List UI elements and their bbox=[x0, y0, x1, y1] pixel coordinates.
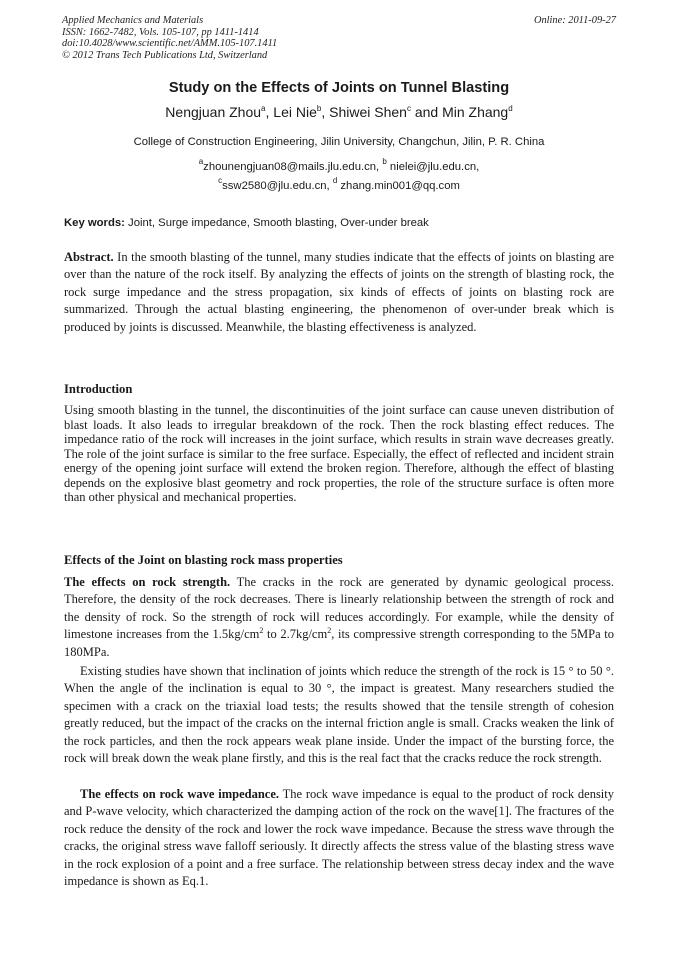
keywords bbox=[64, 216, 616, 230]
introduction-heading: Introduction bbox=[64, 382, 133, 396]
paragraph-text: The rock wave impedance is equal to the product of rock density and P-wave velocity, which characterized the damping action of the rock on the wave[1]. The fractures of the rock reduce the density of the rock and lower the rock wave impedance. Because the stress wave through the cracks, the original stress wave falloff seriously. It directly affects the stress value of the blasting stress wave in the rock explosion of a point and a free surface. The relationship between stress decay index and the wave impedance is shown as Eq.1. bbox=[64, 787, 615, 889]
introduction-text: Using smooth blasting in the tunnel, the discontinuities of the joint surface can cause uneven distribution of blast loads. It also leads to irregular breakdown of the rock. Then the rock blasting effect reduces. The impedance ratio of the rock will increases in the joint surface, which results in strain wave decreases greatly. The role of the joint surface is similar to the free surface. Especially, the effect of reflected and incident strain energy of the opening joint surface will extend the broken region. Therefore, although the effect of blasting depends on the explosive blast geometry and rock properties, the role of the structure surface is often more than other physical and mechanical properties. bbox=[64, 403, 614, 504]
author-name: Min Zhang bbox=[442, 104, 509, 120]
author-sep: , bbox=[265, 104, 274, 120]
author-sep: and bbox=[410, 104, 443, 120]
email-line bbox=[0, 158, 678, 177]
journal-name: Applied Mechanics and Materials bbox=[62, 15, 204, 26]
author-sup: c bbox=[406, 104, 411, 113]
copyright-line: © 2012 Trans Tech Publications Ltd, Switzerland bbox=[62, 49, 268, 61]
author-sup: b bbox=[316, 104, 322, 113]
paragraph-text: The cracks in the rock are generated by dynamic geological process. Therefore, the density of the rock decreases. There is linearly relationship between the strength of rock and the density of rock. So the strength of rock will reduces accordingly. For example, while the density of limestone increases from the 1.5kg/cm bbox=[64, 575, 614, 642]
author-sup: d bbox=[508, 104, 513, 113]
abstract-label: Abstract. bbox=[64, 250, 114, 264]
email-address[interactable]: zhounengjuan08@mails.jlu.edu.cn, bbox=[203, 161, 383, 173]
wave-impedance-paragraph bbox=[64, 786, 614, 890]
email-line bbox=[0, 177, 678, 196]
paper-title: Study on the Effects of Joints on Tunnel Blasting bbox=[168, 80, 510, 96]
rock-strength-paragraph bbox=[64, 574, 614, 661]
section-heading: Effects of the Joint on blasting rock mass properties bbox=[64, 553, 343, 567]
paragraph-lead: The effects on rock strength. bbox=[64, 575, 231, 589]
affiliation: College of Construction Engineering, Jilin University, Changchun, Jilin, P. R. China bbox=[133, 136, 545, 148]
doi-line: doi:10.4028/www.scientific.net/AMM.105-107.1411 bbox=[62, 38, 278, 49]
author-name: Shiwei Shen bbox=[329, 104, 407, 120]
email-address[interactable]: nielei@jlu.edu.cn, bbox=[386, 161, 480, 173]
author-sup: a bbox=[261, 104, 266, 113]
email-sup: d bbox=[332, 176, 338, 185]
email-block bbox=[0, 158, 678, 196]
online-date: Online: 2011-09-27 bbox=[533, 15, 616, 26]
abstract bbox=[64, 249, 614, 336]
abstract-text: In the smooth blasting of the tunnel, many studies indicate that the effects of joints on blasting are over than the nature of the rock itself. By analyzing the effects of joints on the strength of blasting rock, the rock surge impedance and the stress propagation, six kinds of effects of joints on blasting rock are summarized. Through the actual blasting engineering, the phenomenon of over-under break which is produced by joints is discussed. Meanwhile, the blasting effectiveness is analyzed. bbox=[64, 250, 614, 334]
author-name: Lei Nie bbox=[273, 104, 317, 120]
paragraph-lead: The effects on rock wave impedance. bbox=[80, 787, 280, 801]
paragraph-text: , its compressive strength corresponding to the 5MPa to 180MPa. bbox=[64, 627, 615, 659]
author-list bbox=[0, 103, 678, 121]
issn-line: ISSN: 1662-7482, Vols. 105-107, pp 1411-1414 bbox=[62, 26, 259, 38]
paragraph-text: to 2.7kg/cm bbox=[263, 627, 328, 642]
author-name: Nengjuan Zhou bbox=[165, 104, 262, 120]
email-sup: a bbox=[198, 157, 204, 166]
keywords-text: Joint, Surge impedance, Smooth blasting, Over-under break bbox=[124, 217, 429, 229]
email-address[interactable]: zhang.min001@qq.com bbox=[337, 180, 460, 192]
unit-sup: 2 bbox=[327, 626, 332, 636]
email-address[interactable]: ssw2580@jlu.edu.cn, bbox=[222, 180, 333, 192]
unit-sup: 2 bbox=[259, 626, 264, 636]
email-sup: b bbox=[382, 157, 387, 166]
author-sep: , bbox=[321, 104, 330, 120]
email-sup: c bbox=[218, 176, 223, 185]
journal-meta bbox=[62, 15, 277, 61]
joint-inclination-paragraph: Existing studies have shown that inclination of joints which reduce the strength of the rock is 15 ° to 50 °. When the angle of the inclination is equal to 30 °, the impact is greatest. Many researchers studied the specimen with a crack on the triaxial load tests; the results showed that the tensile strength of cohesion greatly reduced, but the impact of the cracks on the internal friction angle is small. Cracks weaken the link of the rock particles, and then the rock appears weak plane inside. Under the impact of the bursting force, the rock will break down the weak plane firstly, and this is the real fact that the cracks reduce the rock strength. bbox=[64, 664, 614, 766]
keywords-label: Key words: bbox=[64, 217, 125, 229]
